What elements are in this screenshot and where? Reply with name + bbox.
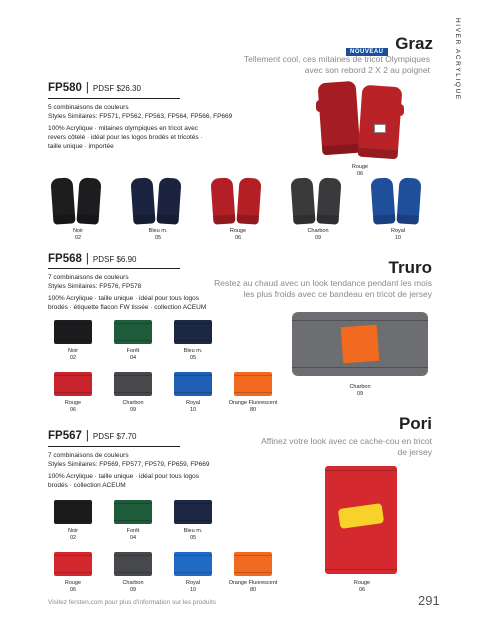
- fp568-rule: [48, 268, 180, 269]
- band-swatch: [174, 500, 212, 524]
- band-swatch: [174, 372, 212, 396]
- mitten-swatch: [288, 176, 348, 226]
- mitten-swatch: [208, 176, 268, 226]
- graz-title: Graz: [395, 34, 433, 53]
- swatch-label: Noir 02: [67, 348, 79, 361]
- color-count: 7 combinaisons de couleurs: [48, 452, 129, 459]
- fp580-info: [48, 103, 268, 121]
- swatch-label: Rouge 06: [229, 228, 247, 241]
- swatch-label: Bleu m. 05: [148, 228, 168, 241]
- fp567-description: 100% Acrylique · taille unique · idéal pour tous logos brodés · collection ACEUM: [48, 473, 200, 489]
- pori-hero-image: [325, 466, 397, 574]
- color-count: 7 combinaisons de couleurs: [48, 274, 129, 281]
- fp580-rule: [48, 98, 180, 99]
- brand-logo-icon: [338, 503, 384, 529]
- fp580-description: 100% Acrylique · mitaines olympiques en tricot avec revers côtelé · idéal pour les logos brodés et tricotés · taille unique · importée: [48, 125, 203, 150]
- truro-hero-label: Charbon 09: [349, 384, 371, 397]
- fp567-rule: [48, 446, 180, 447]
- side-category-tab: [451, 18, 461, 108]
- side-category-label: HIVER ACRYLIQUE: [454, 18, 461, 101]
- truro-title: Truro: [388, 258, 432, 277]
- page-number: 291: [418, 593, 440, 608]
- graz-tagline: Tellement cool, ces mitaines de tricot Olympiques avec son rebord 2 X 2 au poignet: [243, 54, 430, 75]
- swatch-label: Royal 10: [185, 580, 201, 593]
- band-swatch: [114, 320, 152, 344]
- swatch-label: Charbon 09: [122, 580, 144, 593]
- product-code: FP568: [48, 253, 82, 265]
- band-swatch: [174, 320, 212, 344]
- product-code: FP580: [48, 82, 82, 94]
- color-count: 5 combinaisons de couleurs: [48, 104, 129, 111]
- truro-hero-image: [292, 312, 428, 376]
- band-swatch: [174, 552, 212, 576]
- fp580-code-line: FP580 | PDSF $26.30: [48, 82, 141, 94]
- band-swatch: [114, 552, 152, 576]
- band-swatch: [234, 552, 272, 576]
- pori-tagline: Affinez votre look avec ce cache-cou en tricot de jersey: [261, 436, 432, 457]
- band-swatch: [54, 552, 92, 576]
- swatch-label: Forêt 04: [126, 348, 140, 361]
- swatch-label: Rouge 06: [64, 580, 82, 593]
- band-swatch: [54, 320, 92, 344]
- mitten-swatch: [368, 176, 428, 226]
- swatch-label: Royal 10: [185, 400, 201, 413]
- swatch-label: Bleu m. 05: [183, 528, 203, 541]
- logo-tag-icon: [374, 124, 386, 133]
- mitten-swatch: [48, 176, 108, 226]
- mitten-swatch: [128, 176, 188, 226]
- similar-styles: Styles Similaires: FP571, FP562, FP563, FP564, FP566, FP669: [48, 113, 233, 120]
- swatch-label: Charbon 09: [122, 400, 144, 413]
- band-swatch: [234, 372, 272, 396]
- swatch-label: Bleu m. 05: [183, 348, 203, 361]
- swatch-label: Orange Fluorescent 80: [228, 400, 278, 413]
- fp567-swatch-grid: [48, 500, 308, 600]
- swatch-label: Rouge 06: [64, 400, 82, 413]
- fp567-info: [48, 451, 268, 469]
- fp568-description: 100% Acrylique · taille unique · idéal pour tous logos brodés · étiquette flacon FW tissée · collection ACEUM: [48, 295, 207, 311]
- truro-tagline: Restez au chaud avec un look tendance pendant les mois les plus froids avec ce bandeau en tricot de jersey: [214, 278, 432, 299]
- new-badge-label: NOUVEAU: [346, 48, 388, 56]
- product-price: PDSF $26.30: [92, 84, 141, 93]
- fp568-info: [48, 273, 238, 291]
- similar-styles: Styles Similaires: FP576, FP578: [48, 283, 142, 290]
- band-swatch: [54, 500, 92, 524]
- band-swatch: [54, 372, 92, 396]
- swatch-label: Noir 02: [72, 228, 84, 241]
- band-swatch: [114, 500, 152, 524]
- footer-text: Visitez fersten.com pour plus d'information sur les produits: [48, 599, 217, 606]
- pori-hero-label: Rouge 06: [353, 580, 371, 593]
- fp568-swatch-grid: [48, 320, 308, 430]
- fp580-swatch-row: [48, 176, 438, 248]
- fp568-code-line: FP568 | PDSF $6.90: [48, 253, 137, 265]
- swatch-label: Orange Fluorescent 80: [228, 580, 278, 593]
- band-swatch: [114, 372, 152, 396]
- similar-styles: Styles Similaires: FP569, FP577, FP579, FP659, FP669: [48, 461, 210, 468]
- graz-hero-image: [316, 80, 406, 160]
- swatch-label: Forêt 04: [126, 528, 140, 541]
- pori-title: Pori: [398, 414, 432, 433]
- swatch-label: Royal 10: [390, 228, 406, 241]
- fp567-code-line: FP567 | PDSF $7.70: [48, 430, 137, 442]
- swatch-label: Noir 02: [67, 528, 79, 541]
- product-price: PDSF $7.70: [92, 432, 137, 441]
- product-price: PDSF $6.90: [92, 255, 137, 264]
- brand-logo-icon: [341, 325, 379, 363]
- swatch-label: Charbon 09: [307, 228, 329, 241]
- graz-hero-label: Rouge 06: [351, 164, 369, 177]
- product-code: FP567: [48, 430, 82, 442]
